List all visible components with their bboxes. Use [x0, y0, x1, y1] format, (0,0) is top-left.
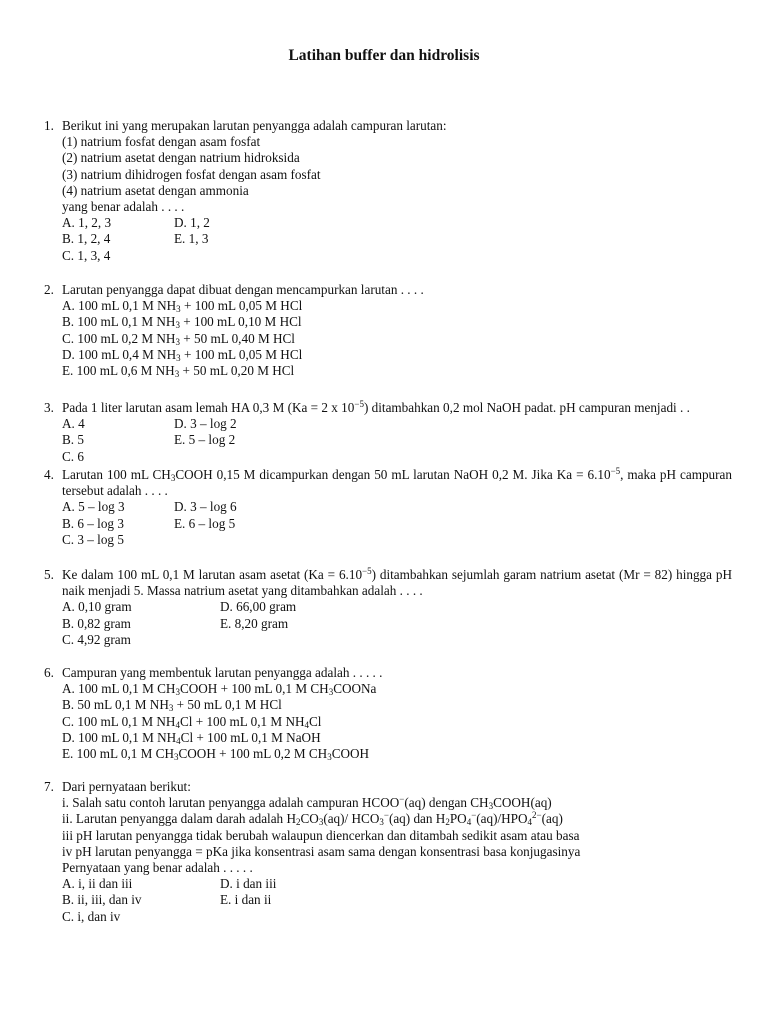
option-row: [62, 599, 732, 615]
option-c: C. i, dan iv: [62, 908, 121, 924]
question-prompt: yang benar adalah . . . .: [62, 199, 185, 215]
option-e: E. 5 – log 2: [174, 432, 236, 448]
option-d: D. 3 – log 6: [174, 499, 237, 515]
option-e: E. 100 mL 0,1 M $CH_3COOH + 100$ mL 0,2 M $CH_3COOH$: [62, 746, 370, 763]
option-row: [62, 516, 732, 532]
option-row: [62, 248, 732, 264]
statement-line: (4) natrium asetat dengan ammonia: [62, 182, 249, 198]
option-row: [62, 449, 732, 465]
question-number: 4.: [44, 467, 54, 482]
option-b: B. ii, iii, dan iv: [62, 892, 142, 908]
option-row: [62, 416, 732, 432]
option-row: [62, 499, 732, 515]
option-b: B. 100 mL 0,1 M $NH_3 + 100$ mL 0,10 M HCl: [62, 314, 302, 331]
option-c: C. 6: [62, 448, 84, 464]
question-number: 6.: [44, 665, 54, 680]
question-number: 7.: [44, 779, 54, 794]
option-a: A. 100 mL 0,1 M $NH_3 + 100$ mL 0,05 M HCl: [62, 298, 303, 315]
option-c: C. 100 mL 0,1 M $NH_4Cl + 100$ mL 0,1 M $NH_4Cl$: [62, 713, 322, 730]
option-row: [62, 892, 732, 908]
page-title: Latihan buffer dan hidrolisis: [288, 47, 480, 64]
statement-line: (2) natrium asetat dengan natrium hidroksida: [62, 150, 300, 166]
option-a: A. 100 mL 0,1 M $CH_3COOH + 100$ mL 0,1 M $CH_3COONa$: [62, 681, 377, 698]
option-row: [62, 432, 732, 448]
question-stem: Larutan penyangga dapat dibuat dengan mencampurkan larutan . . . .: [62, 282, 424, 297]
question-stem: Campuran yang membentuk larutan penyangga adalah . . . . .: [62, 665, 383, 680]
option-row: [62, 876, 732, 892]
question-stem: Pada 1 liter larutan asam lemah HA 0,3 M (Ka = 2 x $10^{-5}$) ditambahkan 0,2 mol NaOH padat. pH campuran menjadi . .: [62, 399, 690, 415]
statement-line: ii. Larutan penyangga dalam darah adalah $H_2CO_3(aq)/$ $HCO_3^-(aq)$ dan $H_2PO_4^-(aq)/HPO_4^{2-}(aq)$: [62, 810, 563, 828]
option-d: D. 100 mL 0,1 M $NH_4Cl + 100$ mL 0,1 M NaOH: [62, 729, 321, 746]
question-6: [44, 665, 732, 762]
option-e: E. i dan ii: [220, 892, 272, 908]
statement-line: iii pH larutan penyangga tidak berubah walaupun diencerkan dan ditambah sedikit asam atau basa: [62, 827, 580, 843]
statement-line: (1) natrium fosfat dengan asam fosfat: [62, 134, 261, 150]
question-5: [44, 567, 732, 648]
option-a: A. 5 – log 3: [62, 499, 125, 515]
question-3: [44, 400, 732, 465]
option-c: C. 4,92 gram: [62, 631, 131, 647]
option-d: D. 3 – log 2: [174, 416, 237, 432]
option-c: C. 3 – log 5: [62, 531, 124, 547]
question-prompt: Pernyataan yang benar adalah . . . . .: [62, 860, 253, 876]
option-b: B. 50 mL 0,1 M $NH_3 + 50$ mL 0,1 M HCl: [62, 697, 282, 714]
option-e: E. 1, 3: [174, 231, 209, 247]
question-1: [44, 118, 732, 264]
option-d: D. i dan iii: [220, 876, 277, 892]
question-number: 3.: [44, 400, 54, 415]
option-b: B. 5: [62, 432, 84, 448]
option-row: [62, 909, 732, 925]
option-row: [62, 632, 732, 648]
option-a: A. 4: [62, 416, 85, 432]
question-stem: Larutan 100 mL $CH_3COOH$ 0,15 M dicampurkan dengan 50 mL larutan NaOH 0,2 M. Jika $Ka = 6.10^{-5}$, maka pH campuran tersebut adalah . . . .: [62, 466, 732, 499]
option-d: D. 100 mL 0,4 M $NH_3 + 100$ mL 0,05 M HCl: [62, 346, 303, 363]
option-b: B. 1, 2, 4: [62, 231, 111, 247]
statement-line: iv pH larutan penyangga = pKa jika konsentrasi asam sama dengan konsentrasi basa konjugasinya: [62, 843, 581, 859]
option-a: A. 0,10 gram: [62, 599, 132, 615]
statement-line: i. Salah satu contoh larutan penyangga adalah campuran HCOO−(aq) dengan $CH_3COOH(aq)$: [62, 794, 552, 812]
option-row: [62, 616, 732, 632]
option-d: D. 66,00 gram: [220, 599, 297, 615]
question-4: [44, 467, 732, 548]
option-e: E. 6 – log 5: [174, 515, 236, 531]
question-stem: Berikut ini yang merupakan larutan penyangga adalah campuran larutan:: [62, 118, 447, 133]
option-a: A. i, ii dan iii: [62, 876, 133, 892]
option-e: E. 100 mL 0,6 M $NH_3 + 50$ mL 0,20 M HCl: [62, 363, 295, 380]
option-row: [62, 231, 732, 247]
question-2: [44, 282, 732, 379]
question-number: 1.: [44, 118, 54, 133]
option-c: C. 1, 3, 4: [62, 247, 111, 263]
question-stem: Ke dalam 100 mL 0,1 M larutan asam asetat $(Ka = 6.10^{-5})$ ditambahkan sejumlah garam natrium asetat (Mr = 82) hingga pH naik menjadi 5. Massa natrium asetat yang ditambahkan adalah . . . .: [62, 566, 732, 599]
option-row: [62, 532, 732, 548]
question-number: 2.: [44, 282, 54, 297]
question-number: 5.: [44, 567, 54, 582]
option-e: E. 8,20 gram: [220, 615, 289, 631]
option-b: B. 0,82 gram: [62, 615, 131, 631]
option-d: D. 1, 2: [174, 215, 210, 231]
option-c: C. 100 mL 0,2 M $NH_3 + 50$ mL 0,40 M HCl: [62, 330, 295, 347]
question-7: [44, 779, 732, 925]
option-a: A. 1, 2, 3: [62, 215, 112, 231]
statement-line: (3) natrium dihidrogen fosfat dengan asam fosfat: [62, 166, 321, 182]
option-row: [62, 215, 732, 231]
option-b: B. 6 – log 3: [62, 515, 124, 531]
question-stem: Dari pernyataan berikut:: [62, 779, 191, 794]
